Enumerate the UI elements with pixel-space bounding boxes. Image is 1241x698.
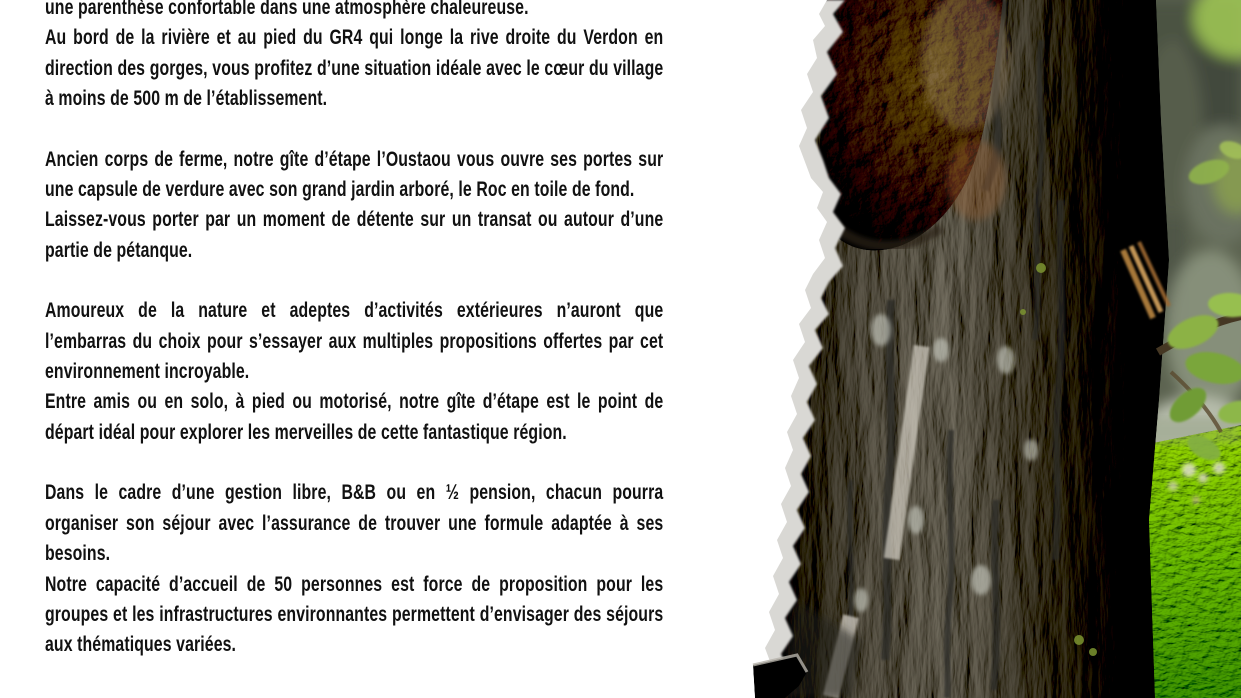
paragraph-sentence: Laissez-vous porter par un moment de détente sur un transat ou autour d’une partie de pétanque. (45, 208, 664, 262)
paragraph-sentence: Entre amis ou en solo, à pied ou motorisé, notre gîte d’étape est le point de départ idéal pour explorer les merveilles de cette fantastique région. (45, 390, 664, 444)
paragraph-block (45, 145, 663, 267)
article-text-column (45, 0, 663, 691)
paragraph-block (45, 296, 663, 448)
paragraph-block (45, 0, 663, 115)
paragraph-sentence: Au bord de la rivière et au pied du GR4 qui longe la rive droite du Verdon en direction des gorges, vous profitez d’une situation idéale avec le cœur du village à moins de 500 m de l’établissement. (45, 26, 664, 111)
paragraph-sentence: Ancien corps de ferme, notre gîte d’étape l’Oustaou vous ouvre ses portes sur une capsule de verdure avec son grand jardin arboré, le Roc en toile de fond. (45, 147, 664, 202)
paragraph-sentence: Notre capacité d’accueil de 50 personnes est force de proposition pour les groupes et les infrastructures environnantes permettent d’envisager des séjours aux thématiques variées. (45, 572, 664, 657)
paragraph-sentence: Amoureux de la nature et adeptes d’activités extérieures n’auront que l’embarras du choix pour s’essayer aux multiples propositions offertes par cet environnement incroyable. (45, 299, 664, 384)
paragraph-sentence: une parenthèse confortable dans une atmosphère chaleureuse. (45, 0, 529, 19)
grass (1139, 418, 1241, 698)
tree-trunk-photo (741, 0, 1241, 698)
paragraph-sentence: Dans le cadre d’une gestion libre, B&B ou en ½ pension, chacun pourra organiser son séjour avec l’assurance de trouver une formule adaptée à ses besoins. (45, 481, 664, 566)
paragraph-block (45, 478, 663, 660)
trunk-burl (818, 0, 1011, 250)
tree-photo-graphic (741, 0, 1241, 698)
